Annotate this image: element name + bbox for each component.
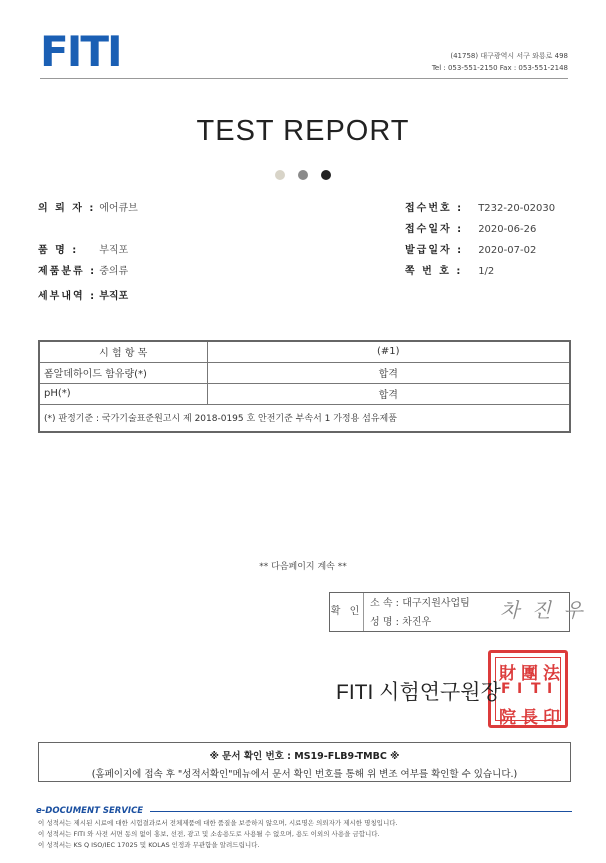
director-title: FITI 시험연구원장: [336, 681, 501, 704]
info-issue-date: [405, 244, 536, 258]
info-category: [38, 265, 128, 279]
info-product: [38, 244, 128, 258]
row-result: 합격: [207, 383, 570, 404]
info-label: 접수일자 :: [405, 224, 464, 235]
address-line: (41758) 대구광역시 서구 와룡로 498: [450, 52, 568, 60]
info-value: 2020-06-26: [478, 224, 537, 235]
confirm-name: 성 명 : 차진우: [370, 617, 432, 628]
info-label: 접수번호 :: [405, 203, 464, 214]
info-value: 에어큐브: [99, 203, 138, 214]
row-item: 폼알데하이드 함유량(*): [39, 362, 207, 383]
dot-dark: [321, 170, 331, 180]
info-label: 쪽 번 호 :: [405, 266, 463, 277]
info-label: 세부내역 :: [38, 291, 97, 302]
table-header-row: [39, 341, 570, 362]
seal-glyph: T: [531, 681, 541, 697]
seal-glyph: I: [517, 681, 523, 697]
fiti-logo: [40, 27, 140, 76]
table-note-row: [39, 404, 570, 432]
table-row: [39, 362, 570, 383]
confirm-affiliation: 소 속 : 대구지원사업팀: [370, 598, 470, 609]
row-result: 합격: [207, 362, 570, 383]
footer-note: 이 성적서는 KS Q ISO/IEC 17025 및 KOLAS 인정과 무관함을 알려드립니다.: [38, 841, 260, 849]
info-page-number: [405, 265, 494, 279]
logo-text: FITI: [40, 27, 121, 76]
seal-glyph: I: [547, 681, 553, 697]
header-address-block: [432, 50, 568, 74]
footer-note: 이 성적서는 제시된 시료에 대한 시험결과로서 전체제품에 대한 품질을 보증하지 않으며, 시료명은 의뢰자가 제시한 명칭입니다.: [38, 819, 398, 827]
seal-glyph: 法: [543, 664, 560, 684]
info-value: 2020-07-02: [478, 245, 537, 256]
info-label: 품 명 :: [38, 245, 79, 256]
seal-glyph: F: [501, 681, 511, 697]
info-receipt-date: [405, 223, 536, 237]
contact-line: Tel : 053-551-2150 Fax : 053-551-2148: [431, 64, 568, 72]
edocument-service-label: e-DOCUMENT SERVICE: [36, 806, 144, 816]
verification-box: [38, 742, 571, 782]
info-value: 부직포: [99, 245, 129, 256]
seal-glyph: 長: [521, 708, 538, 728]
continue-note: ** 다음페이지 계속 **: [259, 562, 347, 572]
info-receipt-number: [405, 202, 555, 216]
info-value: 1/2: [478, 266, 495, 277]
seal-glyph: 團: [521, 664, 538, 684]
header-item: 시 험 항 목: [39, 341, 207, 362]
handwritten-signature: 차 진 우: [500, 598, 586, 622]
results-table: [38, 340, 571, 433]
seal-glyph: 財: [499, 664, 516, 684]
footer-note: 이 성적서는 FITI 와 사전 서면 동의 없이 홍보, 선전, 광고 및 소송용도로 사용될 수 없으며, 용도 이외의 사용을 금합니다.: [38, 830, 380, 838]
info-value: 부직포: [99, 291, 129, 302]
row-item: pH(*): [39, 383, 207, 404]
report-title: TEST REPORT: [196, 115, 410, 147]
footer-divider: [150, 811, 572, 812]
dot-light: [275, 170, 285, 180]
info-value: T232-20-02030: [478, 203, 556, 214]
info-label: 발급일자 :: [405, 245, 464, 256]
header-sample: (#1): [207, 341, 570, 362]
info-label: 제품분류 :: [38, 266, 97, 277]
seal-glyph: 印: [543, 708, 560, 728]
info-value: 중의류: [99, 266, 129, 277]
info-client: [38, 202, 138, 216]
title-dots: [0, 165, 606, 184]
dot-medium: [298, 170, 308, 180]
verification-instruction: (홈페이지에 접속 후 "성적서확인"메뉴에서 문서 확인 번호를 통해 위 변조 여부를 확인할 수 있습니다.): [91, 769, 518, 780]
seal-glyph: 院: [499, 708, 516, 728]
verification-number: ※ 문서 확인 번호 : MS19-FLB9-TMBC ※: [209, 751, 400, 762]
info-detail: [38, 290, 128, 304]
header-divider: [40, 78, 568, 79]
table-row: [39, 383, 570, 404]
table-note: (*) 판정기준 : 국가기술표준원고시 제 2018-0195 호 안전기준 부속서 1 가정용 섬유제품: [39, 404, 570, 432]
confirm-label: 확 인: [330, 593, 364, 631]
info-label: 의 뢰 자 :: [38, 203, 96, 214]
